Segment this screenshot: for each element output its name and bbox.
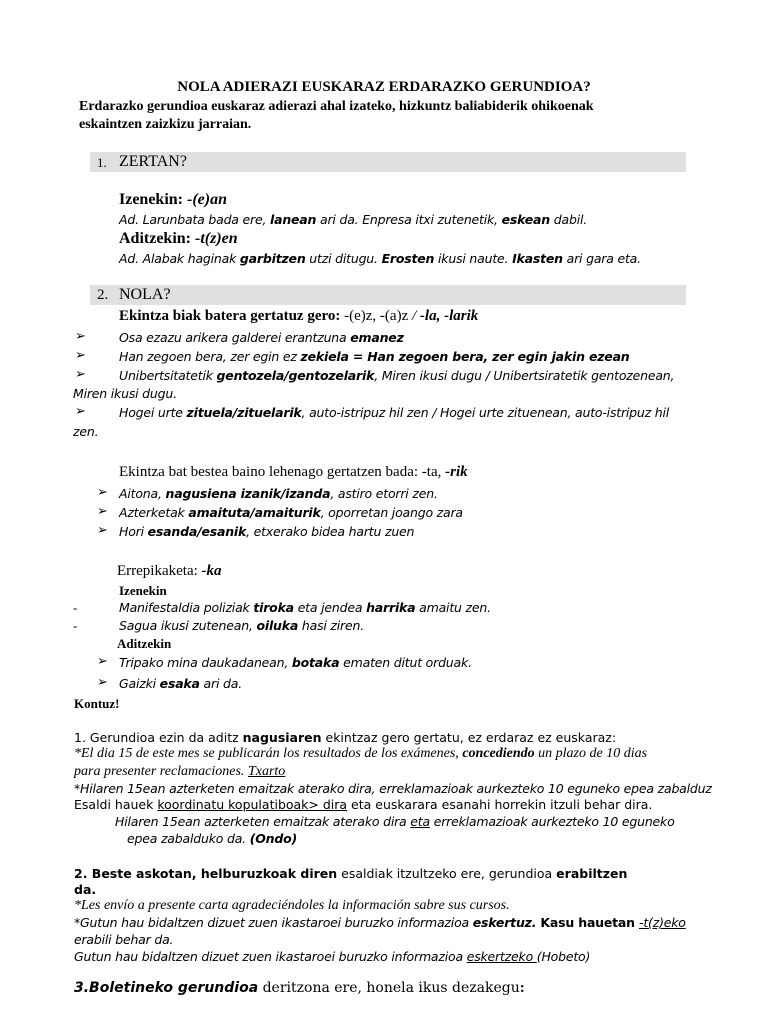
list-item: Gaizki esaka ari da. [119, 676, 242, 691]
s2b-p1a: 2. Beste askotan, helburuzkoak diren esaldiak itzultzeko ere, gerundioa erabiltzen [74, 866, 628, 881]
list-item: Unibertsitatetik gentozela/gentozelarik, Miren ikusi dugu / Unibertsiratetik gentozenean, [119, 368, 675, 383]
section-2-heading: NOLA? [119, 286, 171, 303]
arrow-bullet-icon: ➢ [75, 367, 86, 382]
arrow-bullet-icon: ➢ [97, 654, 108, 669]
list-item-cont: zen. [73, 424, 99, 439]
aditzekin-example: Ad. Alabak haginak garbitzen utzi ditugu. Erosten ikusi naute. Ikasten ari gara eta. [119, 251, 641, 266]
page-title: NOLA ADIERAZI EUSKARAZ ERDARAZKO GERUNDIOA? [177, 79, 591, 95]
section-2-bar [90, 285, 686, 305]
s2b-p2: *Les envío a presente carta agradeciéndoles la información sabre sus cursos. [74, 898, 510, 913]
intro-line-1: Erdarazko gerundioa euskaraz adierazi ahal izateko, hizkuntz baliabiderik ohikoenak [79, 99, 594, 114]
arrow-bullet-icon: ➢ [97, 504, 108, 519]
list-item: Tripako mina daukadanean, botaka ematen ditut orduak. [119, 655, 472, 670]
list-item: Sagua ikusi zutenean, oiluka hasi ziren. [119, 618, 364, 633]
arrow-bullet-icon: ➢ [75, 348, 86, 363]
list-item: Aitona, nagusiena izanik/izanda, astiro etorri zen. [119, 486, 438, 501]
aditzekin-label: Aditzekin [117, 636, 172, 651]
arrow-bullet-icon: ➢ [75, 329, 86, 344]
arrow-bullet-icon: ➢ [97, 675, 108, 690]
s2b-p3: *Gutun hau bidaltzen dizuet zuen ikastaroei buruzko informazioa eskertuz. Kasu hauetan -t(z)eko [74, 915, 686, 930]
sub3-heading: Errepikaketa: -ka [117, 563, 222, 579]
kontuz-label: Kontuz! [74, 696, 120, 711]
arrow-bullet-icon: ➢ [97, 485, 108, 500]
list-item: Hori esanda/esanik, etxerako bidea hartu zuen [119, 524, 415, 539]
list-item: Hogei urte zituela/zituelarik, auto-istripuz hil zen / Hogei urte zituenean, auto-istripuz hil [119, 405, 670, 420]
sub1-heading: Ekintza biak batera gertatuz gero: -(e)z, -(a)z / -la, -larik [119, 308, 479, 324]
list-item-cont: Miren ikusi dugu. [73, 386, 177, 401]
section-3-heading: 3.Boletineko gerundioa deritzona ere, honela ikus dezakegu: [74, 980, 525, 996]
section-1-number: 1. [97, 155, 107, 170]
kontuz-p5a: Hilaren 15ean azterketen emaitzak aterako dira eta erreklamazioak aurkezteko 10 eguneko [115, 814, 675, 829]
sub2-heading: Ekintza bat bestea baino lehenago gertatzen bada: -ta, -rik [119, 464, 468, 480]
section-1-heading: ZERTAN? [119, 153, 187, 170]
izenekin-heading: Izenekin: -(e)an [119, 191, 227, 208]
list-item: Manifestaldia poliziak tiroka eta jendea harrika amaitu zen. [119, 600, 491, 615]
s2b-p5: Gutun hau bidaltzen dizuet zuen ikastaroei buruzko informazioa eskertzeko (Hobeto) [74, 949, 591, 964]
kontuz-p2b: para presenter reclamaciones. Txarto [74, 764, 286, 779]
intro-line-2: eskaintzen zaizkizu jarraian. [79, 117, 252, 132]
list-item: Osa ezazu arikera galderei erantzuna emanez [119, 330, 404, 345]
kontuz-p3: *Hilaren 15ean azterketen emaitzak aterako dira, erreklamazioak aurkezteko 10 eguneko epea zabalduz [74, 781, 712, 796]
kontuz-p5b: epea zabalduko da. (Ondo) [127, 831, 297, 846]
s2b-p4: erabili behar da. [74, 932, 174, 947]
list-item: Han zegoen bera, zer egin ez zekiela = Han zegoen bera, zer egin jakin ezean [119, 349, 630, 364]
section-2-number: 2. [97, 287, 109, 303]
aditzekin-heading: Aditzekin: -t(z)en [119, 230, 238, 247]
list-item: Azterketak amaituta/amaiturik, oporretan joango zara [119, 505, 463, 520]
dash-bullet: - [73, 600, 78, 615]
arrow-bullet-icon: ➢ [97, 523, 108, 538]
kontuz-p2a: *El dia 15 de este mes se publicarán los resultados de los exámenes, concediendo un plazo de 10 dias [74, 746, 648, 761]
s2b-p1b: da. [74, 882, 97, 897]
dash-bullet: - [73, 618, 78, 633]
kontuz-p1: 1. Gerundioa ezin da aditz nagusiaren ekintzaz gero gertatu, ez erdaraz ez euskaraz: [74, 730, 617, 745]
izenekin-example: Ad. Larunbata bada ere, lanean ari da. Enpresa itxi zutenetik, eskean dabil. [119, 212, 588, 227]
izenekin-label: Izenekin [119, 583, 167, 598]
arrow-bullet-icon: ➢ [75, 404, 86, 419]
kontuz-p4: Esaldi hauek koordinatu kopulatiboak> dira eta euskarara esanahi horrekin itzuli behar dira. [74, 797, 653, 812]
